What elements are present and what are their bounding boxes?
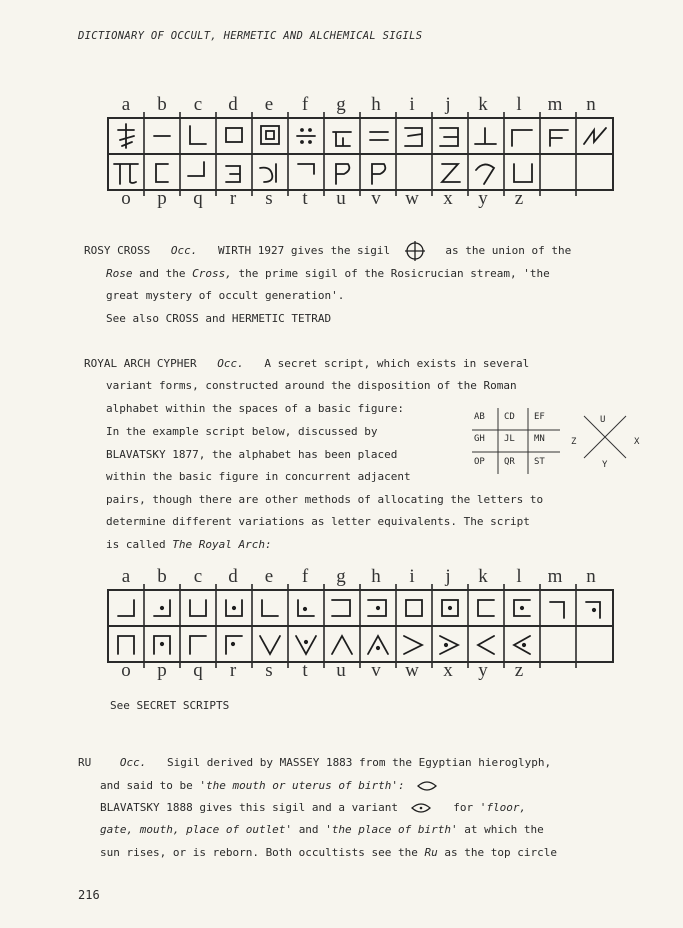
text: Cross, — [192, 267, 232, 280]
alphabet-row-bottom-1 — [108, 188, 608, 212]
letter: h — [371, 566, 381, 587]
cipher-table-2 — [100, 582, 620, 672]
letter: z — [514, 660, 524, 681]
grid-cell: ST — [534, 457, 545, 467]
text-line: variant forms, constructed around the disposition of the Roman — [106, 379, 517, 392]
x-label: U — [600, 415, 606, 425]
letter: s — [265, 188, 273, 209]
text: Ru — [424, 846, 438, 859]
entry-rosy-cross — [84, 240, 571, 262]
see-also: See also CROSS and HERMETIC TETRAD — [106, 312, 332, 325]
text-line: BLAVATSKY 1877, the alphabet has been placed — [106, 448, 398, 461]
text: is called — [106, 538, 166, 551]
entry-tag: Occ. — [217, 357, 244, 370]
alphabet-row-bottom-2 — [108, 660, 608, 684]
letter: x — [443, 188, 453, 209]
grid-cell: GH — [474, 434, 485, 444]
text: for — [453, 801, 474, 814]
letter: q — [193, 188, 203, 209]
letter: e — [264, 566, 274, 587]
text-line: In the example script below, discussed by — [106, 425, 378, 438]
text: and said to be — [100, 779, 193, 792]
letter: z — [514, 188, 524, 209]
letter: y — [478, 660, 488, 681]
x-label: X — [634, 437, 640, 447]
text-line — [106, 263, 550, 285]
letter: v — [371, 660, 381, 681]
entry-royal-arch — [84, 353, 529, 375]
letter: w — [405, 660, 419, 681]
rosy-cross-sigil-icon — [405, 241, 425, 261]
letter: e — [264, 94, 274, 115]
x-label: Y — [602, 460, 608, 470]
letter: w — [405, 188, 419, 209]
letter: o — [121, 188, 131, 209]
grid-cell: AB — [474, 412, 485, 422]
letter: p — [157, 660, 167, 681]
letter: f — [301, 566, 309, 587]
grid-cell: QR — [504, 457, 515, 467]
letter: j — [445, 94, 451, 115]
text: WIRTH 1927 gives the sigil — [217, 244, 391, 257]
letter: l — [516, 94, 522, 115]
text: Rose — [106, 267, 133, 280]
text: Sigil derived by MASSEY 1883 from the Egyptian hieroglyph, — [167, 756, 552, 769]
letter: o — [121, 660, 131, 681]
letter: c — [193, 566, 203, 587]
grid-cell: MN — [534, 434, 545, 444]
grid-cell: OP — [474, 457, 485, 467]
text: and — [298, 823, 319, 836]
letter: t — [302, 660, 308, 681]
text: gate, mouth, place of outlet' — [100, 823, 293, 836]
text: the prime sigil of the Rosicrucian stream, 'the — [238, 267, 550, 280]
mouth-variant-sigil-icon — [411, 802, 431, 814]
text-line — [106, 534, 272, 556]
letter: b — [157, 94, 167, 115]
letter: x — [443, 660, 453, 681]
text: and the — [139, 267, 186, 280]
letter: c — [193, 94, 203, 115]
letter: t — [302, 188, 308, 209]
text-line — [100, 775, 437, 797]
text-line — [100, 842, 557, 864]
letter: l — [516, 566, 522, 587]
letter: m — [547, 94, 563, 115]
grid-cell: CD — [504, 412, 515, 422]
text-line: great mystery of occult generation'. — [106, 289, 345, 302]
entry-term: RU — [78, 756, 92, 769]
page-number: 216 — [78, 888, 100, 902]
letter: s — [265, 660, 273, 681]
entry-tag: Occ. — [119, 756, 147, 769]
letter: r — [229, 188, 237, 209]
entry-term: ROYAL ARCH CYPHER — [84, 357, 197, 370]
letter: f — [301, 94, 309, 115]
text-line — [100, 797, 526, 819]
text: The Royal Arch: — [172, 538, 272, 551]
text: at which the — [464, 823, 544, 836]
see-also: See SECRET SCRIPTS — [110, 699, 230, 712]
text: 'floor, — [479, 801, 527, 814]
letter: i — [409, 566, 415, 587]
letter: j — [445, 566, 451, 587]
letter: k — [478, 566, 488, 587]
letter: p — [157, 188, 167, 209]
letter: b — [157, 566, 167, 587]
letter: q — [193, 660, 203, 681]
letter: d — [228, 94, 238, 115]
letter: h — [371, 94, 381, 115]
text: 'the mouth or uterus of birth': — [199, 779, 405, 792]
letter: u — [336, 188, 346, 209]
letter: a — [121, 566, 131, 587]
letter: k — [478, 94, 488, 115]
text-line: pairs, though there are other methods of allocating the letters to — [106, 493, 544, 506]
running-header: DICTIONARY OF OCCULT, HERMETIC AND ALCHEMICAL SIGILS — [78, 30, 423, 42]
grid-cell: EF — [534, 412, 545, 422]
letter: v — [371, 188, 381, 209]
text-line — [100, 819, 544, 841]
letter: m — [547, 566, 563, 587]
letter: i — [409, 94, 415, 115]
text-line: alphabet within the spaces of a basic figure: — [106, 402, 405, 415]
text-line: determine different variations as letter equivalents. The script — [106, 515, 530, 528]
letter: r — [229, 660, 237, 681]
letter: n — [586, 94, 596, 115]
x-label: Z — [571, 437, 577, 447]
text: as the top circle — [444, 846, 557, 859]
text-line: within the basic figure in concurrent adjacent — [106, 470, 411, 483]
letter: u — [336, 660, 346, 681]
entry-ru — [78, 752, 551, 774]
text: 'the place of birth' — [325, 823, 458, 836]
letter: d — [228, 566, 238, 587]
text: A secret script, which exists in several — [264, 357, 530, 370]
cipher-table-1 — [100, 110, 620, 200]
letter: g — [336, 94, 346, 115]
text: sun rises, or is reborn. Both occultists see the — [100, 846, 418, 859]
mouth-sigil-icon — [417, 780, 437, 792]
entry-term: ROSY CROSS — [84, 244, 151, 257]
letter: g — [336, 566, 346, 587]
letter: y — [478, 188, 488, 209]
text: BLAVATSKY 1888 gives this sigil and a variant — [100, 801, 399, 814]
text: as the union of the — [445, 244, 572, 257]
letter: a — [121, 94, 131, 115]
grid-cell: JL — [504, 434, 515, 444]
entry-tag: Occ. — [170, 244, 198, 257]
letter: n — [586, 566, 596, 587]
